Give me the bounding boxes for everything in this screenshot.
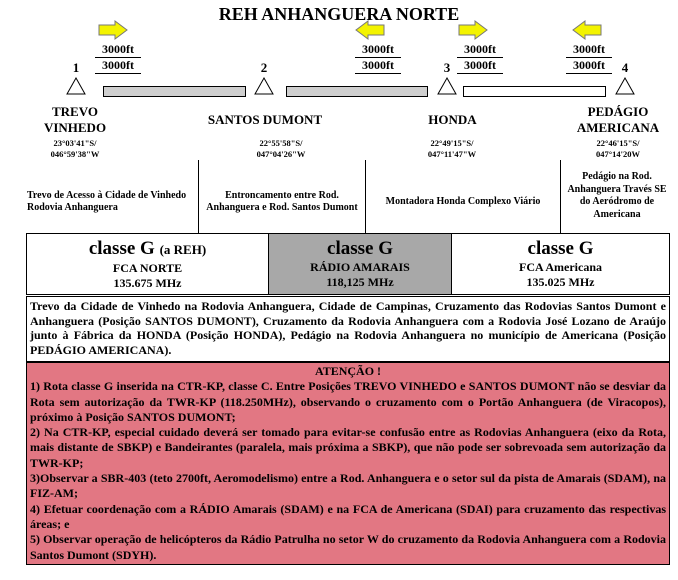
divider: [198, 160, 199, 233]
class-label: classe G: [88, 238, 155, 259]
longitude: 047°11'47"W: [427, 149, 477, 159]
waypoint-triangle-icon: [254, 77, 274, 95]
station-name: FCA NORTE: [112, 261, 183, 275]
altitude-upper: 3000ft: [566, 42, 612, 58]
latitude: 22°49'15"S/: [430, 138, 474, 148]
point-number-1: 1: [72, 60, 80, 75]
point-description-4: Pedágio na Rod. Anhanguera Través SE do Aeródromo de Americana: [567, 171, 667, 220]
altitude-lower: 3000ft: [457, 58, 503, 74]
latitude: 22°55'58"S/: [259, 138, 303, 148]
longitude: 047°14'20W: [595, 149, 640, 159]
longitude: 047°04'26"W: [256, 149, 306, 159]
altitude-lower: 3000ft: [355, 58, 401, 74]
class-title: [269, 238, 451, 260]
altitude-label: [457, 42, 503, 74]
point-name-line: PEDÁGIO: [587, 104, 649, 119]
altitude-label: [95, 42, 141, 74]
point-number-3: 3: [443, 60, 451, 75]
point-number-2: 2: [260, 60, 268, 75]
route-segment-2-3: [286, 86, 428, 97]
class-label: classe G: [327, 238, 393, 259]
point-name-pedagio-americana: [562, 104, 674, 136]
arrow-left-icon: [572, 20, 602, 40]
attention-box: [26, 362, 670, 565]
class-suffix: (a REH): [159, 242, 207, 257]
altitude-lower: 3000ft: [95, 58, 141, 74]
station-name: FCA Americana: [519, 260, 602, 274]
point-number-4: 4: [621, 60, 629, 75]
altitude-upper: 3000ft: [457, 42, 503, 58]
route-description: Trevo da Cidade de Vinhedo na Rodovia Anhanguera, Cidade de Campinas, Cruzamento das Rodovias Santos Dumont e Anhanguera (Posição SANTOS DUMONT), Cruzamento da Rodovia Anhanguera com a Rodovia José Lozano de Araújo junto à Fábrica da HONDA (Posição HONDA), Pedágio na Rodovia Anhanguera no município de Americana (Posição PEDÁGIO AMERICANA).: [26, 296, 670, 362]
coordinates-point-2: [231, 138, 331, 160]
longitude: 046°59'38"W: [50, 149, 100, 159]
waypoint-triangle-icon: [437, 77, 457, 95]
altitude-upper: 3000ft: [95, 42, 141, 58]
point-name-santos-dumont: SANTOS DUMONT: [207, 112, 323, 127]
station-name: RÁDIO AMARAIS: [310, 260, 410, 274]
class-title: [27, 238, 268, 261]
station-frequency: 118,125 MHz: [326, 275, 394, 289]
attention-item-1: 1) Rota classe G inserida na CTR-KP, classe C. Entre Posições TREVO VINHEDO e SANTOS DUMONT não se desviar da Rota sem autorização da TWR-KP (118.250MHz), observando o cruzamento com o Portão Anhanguera (de Viracopos), próximo à Posição SANTOS DUMONT;: [30, 379, 666, 424]
route-segment-1-2: [103, 86, 246, 97]
altitude-label: [355, 42, 401, 74]
point-description-3: Montadora Honda Complexo Viário: [385, 195, 541, 207]
class-label: classe G: [527, 238, 594, 259]
page-title: REH ANHANGUERA NORTE: [218, 4, 460, 24]
arrow-right-icon: [458, 20, 488, 40]
latitude: 22°46'15"S/: [596, 138, 640, 148]
attention-item-3: 3)Observar a SBR-403 (teto 2700ft, Aeromodelismo) entre a Rod. Anhanguera e o setor sul da pista de Amarais (SDAM), na FIZ-AM;: [30, 471, 666, 501]
point-name-honda: HONDA: [428, 112, 477, 127]
class-box-fca-norte: [26, 233, 269, 295]
coordinates-point-3: [402, 138, 502, 160]
arrow-right-icon: [98, 20, 128, 40]
point-description-1: Trevo de Acesso à Cidade de Vinhedo Rodovia Anhanguera: [27, 189, 187, 213]
waypoint-triangle-icon: [615, 77, 635, 95]
attention-item-5: 5) Observar operação de helicópteros da Rádio Patrulha no setor W do cruzamento da Rodovia Anhanguera com a Rodovia Santos Dumont (SDYH).: [30, 532, 666, 562]
attention-heading: ATENÇÃO !: [314, 364, 382, 378]
point-name-trevo-vinhedo: [20, 104, 130, 136]
coordinates-point-4: [568, 138, 668, 160]
altitude-lower: 3000ft: [566, 58, 612, 74]
point-name-line: TREVO: [52, 104, 98, 119]
point-description-2: Entroncamento entre Rod. Anhanguera e Rod. Santos Dumont: [206, 189, 358, 213]
point-name-line: VINHEDO: [43, 120, 107, 135]
point-name-line: AMERICANA: [576, 120, 660, 135]
latitude: 23°03'41"S/: [53, 138, 97, 148]
station-frequency: 135.675 MHz: [113, 276, 182, 290]
station-frequency: 135.025 MHz: [526, 275, 595, 289]
attention-item-2: 2) Na CTR-KP, especial cuidado deverá ser tomado para evitar-se confusão entre as Rodovias Anhanguera (eixo da Rota, mais distante de SBKP) e Bandeirantes (paralela, mais próxima a SBKP), que não pode ser sobrevoada sem autorização da TWR-KP;: [30, 425, 666, 470]
attention-item-4: 4) Efetuar coordenação com a RÁDIO Amarais (SDAM) e na FCA de Americana (SDAI) para cruzamento das respectivas áreas; e: [30, 501, 666, 531]
class-box-radio-amarais: [268, 233, 452, 295]
altitude-upper: 3000ft: [355, 42, 401, 58]
waypoint-triangle-icon: [66, 77, 86, 95]
class-title: [452, 238, 669, 260]
divider: [365, 160, 366, 233]
route-segment-3-4: [463, 86, 606, 97]
coordinates-point-1: [25, 138, 125, 160]
arrow-left-icon: [355, 20, 385, 40]
altitude-label: [566, 42, 612, 74]
class-box-fca-americana: [451, 233, 670, 295]
